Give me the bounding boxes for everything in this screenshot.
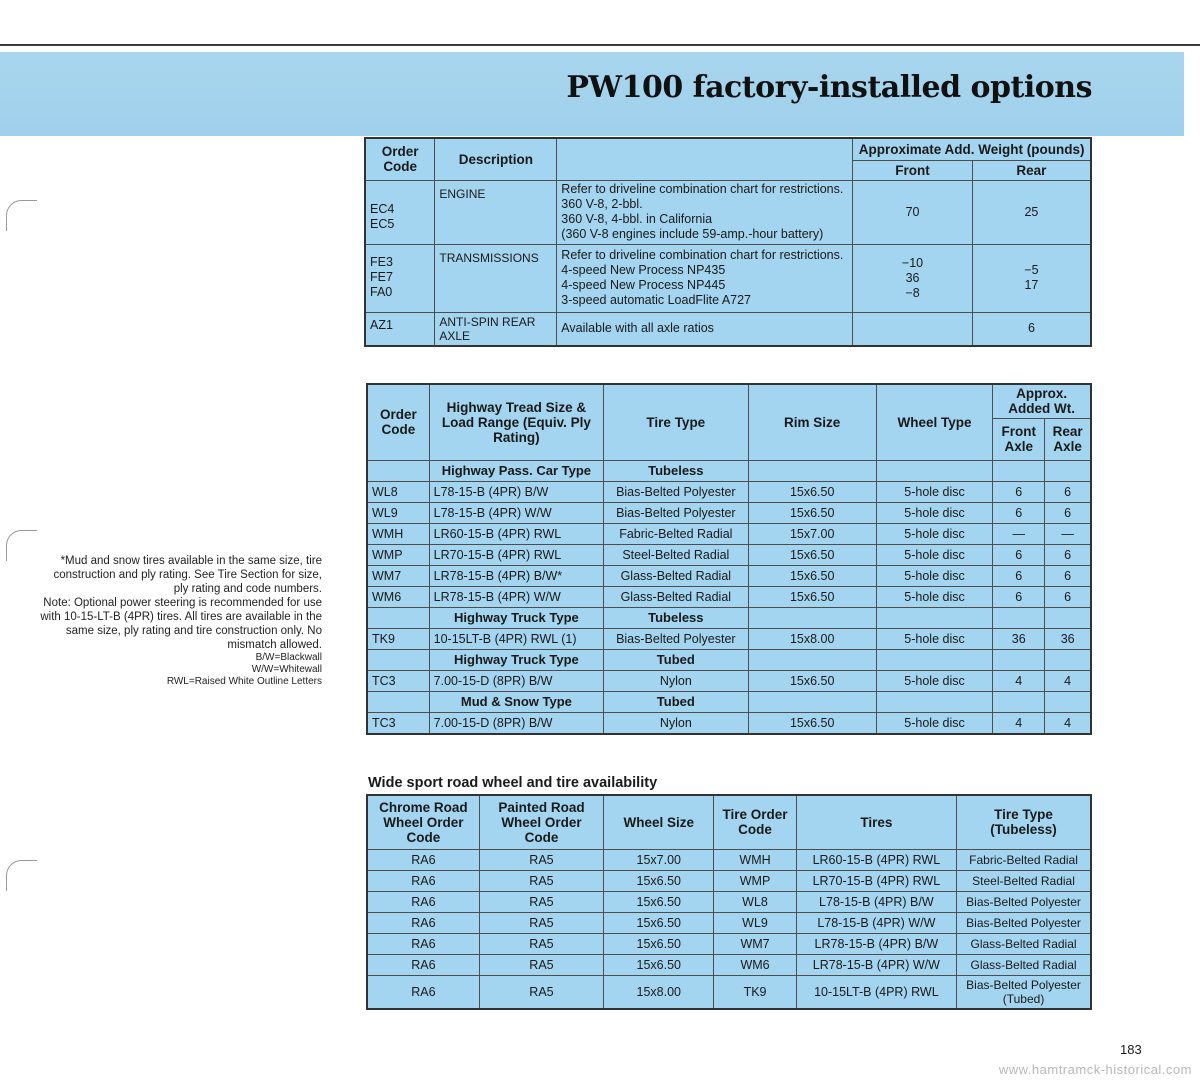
blank-cell — [367, 460, 429, 481]
header-tire-type: Tire Type — [604, 384, 748, 460]
order-code-cell — [365, 244, 435, 312]
section-header-row — [367, 691, 1091, 712]
rear-axle-weight: 4 — [1045, 670, 1091, 691]
wheel-table — [366, 794, 1092, 1010]
section-label: Highway Truck Type — [429, 607, 603, 628]
tire-order-code: WMP — [714, 870, 796, 891]
tire-type: Bias-Belted Polyester — [604, 628, 748, 649]
front-weight-cell — [853, 312, 973, 346]
weight-value: 36 — [905, 270, 920, 285]
wheel-size: 15x6.50 — [604, 933, 714, 954]
front-axle-weight: 6 — [993, 565, 1045, 586]
rear-weight-cell — [972, 180, 1091, 244]
weight-value: 6 — [1027, 321, 1035, 336]
order-code-cell — [365, 312, 435, 346]
table-row — [367, 565, 1091, 586]
rim-size: 15x6.50 — [748, 586, 876, 607]
tire-type: Bias-Belted Polyester (Tubed) — [957, 975, 1091, 1009]
tire-type: Nylon — [604, 712, 748, 734]
order-code: FE3 — [370, 254, 393, 269]
tread-size: 7.00-15-D (8PR) B/W — [429, 670, 603, 691]
rear-axle-weight: 4 — [1045, 712, 1091, 734]
rim-size: 15x6.50 — [748, 712, 876, 734]
tread-size: LR70-15-B (4PR) RWL — [429, 544, 603, 565]
table-row — [367, 481, 1091, 502]
order-code: WM7 — [367, 565, 429, 586]
weight-value: −8 — [905, 285, 920, 300]
order-code: WMH — [367, 523, 429, 544]
table-row — [367, 628, 1091, 649]
note-power-steering: Note: Optional power steering is recommended for use with 10-15-LT-B (4PR) tires. All tires are available in the same size, ply rating and tire construction only. No mismatch allowed. — [40, 597, 322, 651]
binder-hole — [6, 530, 37, 561]
note-mud-snow: *Mud and snow tires available in the same size, tire construction and ply rating. See Tire Section for size, ply rating and code numbers. — [53, 555, 322, 595]
tire-type: Steel-Belted Radial — [604, 544, 748, 565]
weight-value: 70 — [905, 204, 920, 219]
blank-cell — [1045, 649, 1091, 670]
detail-line: Available with all axle ratios — [561, 321, 714, 336]
blank-cell — [367, 649, 429, 670]
description-cell: ANTI-SPIN REAR AXLE — [435, 312, 557, 346]
painted-wheel-code: RA5 — [479, 891, 603, 912]
rim-size: 15x6.50 — [748, 502, 876, 523]
rear-axle-weight: 6 — [1045, 502, 1091, 523]
tread-size: L78-15-B (4PR) W/W — [429, 502, 603, 523]
wheel-size: 15x6.50 — [604, 954, 714, 975]
chrome-wheel-code: RA6 — [367, 954, 479, 975]
tire-type: Bias-Belted Polyester — [957, 912, 1091, 933]
tire-type: Bias-Belted Polyester — [604, 481, 748, 502]
wheel-size: 15x6.50 — [604, 870, 714, 891]
description-cell: TRANSMISSIONS — [435, 244, 557, 312]
table-row — [367, 670, 1091, 691]
front-axle-weight: — — [993, 523, 1045, 544]
order-code: WL9 — [367, 502, 429, 523]
header-chrome-code: Chrome Road Wheel Order Code — [367, 795, 479, 849]
table-row — [367, 712, 1091, 734]
blank-cell — [1045, 691, 1091, 712]
weight-value: −10 — [901, 255, 924, 270]
tire-size: 10-15LT-B (4PR) RWL — [796, 975, 956, 1009]
order-code: FE7 — [370, 269, 393, 284]
order-code: TC3 — [367, 712, 429, 734]
order-code: FA0 — [370, 284, 393, 299]
section-tire-type: Tubeless — [604, 460, 748, 481]
table-row — [367, 849, 1091, 870]
detail-line: Refer to driveline combination chart for restrictions. — [561, 248, 844, 262]
tire-size: L78-15-B (4PR) B/W — [796, 891, 956, 912]
wheel-type: 5-hole disc — [876, 586, 992, 607]
header-rear: Rear — [972, 160, 1091, 180]
section-tire-type: Tubeless — [604, 607, 748, 628]
front-axle-weight: 4 — [993, 670, 1045, 691]
wheel-type: 5-hole disc — [876, 481, 992, 502]
rim-size: 15x6.50 — [748, 670, 876, 691]
detail-line: 360 V-8, 2-bbl. — [561, 197, 643, 211]
detail-line: 3-speed automatic LoadFlite A727 — [561, 293, 752, 307]
front-axle-weight: 6 — [993, 586, 1045, 607]
rear-axle-weight: — — [1045, 523, 1091, 544]
blank-cell — [1045, 460, 1091, 481]
weight-value: 25 — [1024, 204, 1039, 219]
tread-size: 7.00-15-D (8PR) B/W — [429, 712, 603, 734]
chrome-wheel-code: RA6 — [367, 975, 479, 1009]
rim-size: 15x6.50 — [748, 565, 876, 586]
tire-type: Glass-Belted Radial — [957, 933, 1091, 954]
header-tires: Tires — [796, 795, 956, 849]
chrome-wheel-code: RA6 — [367, 891, 479, 912]
rear-axle-weight: 6 — [1045, 481, 1091, 502]
section-tire-type: Tubed — [604, 649, 748, 670]
order-code: EC5 — [370, 216, 395, 231]
legend-item: RWL=Raised White Outline Letters — [166, 676, 322, 687]
table-row — [367, 954, 1091, 975]
side-note — [40, 554, 322, 688]
table-row — [365, 244, 1091, 312]
header-tread: Highway Tread Size & Load Range (Equiv. Ply Rating) — [429, 384, 603, 460]
table-row — [367, 933, 1091, 954]
header-order-code: Order Code — [365, 138, 435, 180]
blank-cell — [993, 691, 1045, 712]
order-code: TK9 — [367, 628, 429, 649]
blank-cell — [748, 460, 876, 481]
table-row — [367, 870, 1091, 891]
section-label: Mud & Snow Type — [429, 691, 603, 712]
tire-type: Bias-Belted Polyester — [957, 891, 1091, 912]
wheel-size: 15x7.00 — [604, 849, 714, 870]
blank-cell — [1045, 607, 1091, 628]
tire-type: Glass-Belted Radial — [604, 586, 748, 607]
tire-type: Glass-Belted Radial — [604, 565, 748, 586]
front-axle-weight: 6 — [993, 544, 1045, 565]
table-row — [367, 523, 1091, 544]
wheel-type: 5-hole disc — [876, 670, 992, 691]
header-order-code: Order Code — [367, 384, 429, 460]
page-title: PW100 factory-installed options — [566, 70, 1092, 105]
wheel-size: 15x6.50 — [604, 891, 714, 912]
tire-order-code: TK9 — [714, 975, 796, 1009]
table-row — [367, 975, 1091, 1009]
wheel-type: 5-hole disc — [876, 502, 992, 523]
section-tire-type: Tubed — [604, 691, 748, 712]
wheel-type: 5-hole disc — [876, 628, 992, 649]
header-wheel-type: Wheel Type — [876, 384, 992, 460]
tire-size: LR60-15-B (4PR) RWL — [796, 849, 956, 870]
header-blank — [557, 138, 853, 180]
tread-size: LR60-15-B (4PR) RWL — [429, 523, 603, 544]
painted-wheel-code: RA5 — [479, 954, 603, 975]
header-description: Description — [435, 138, 557, 180]
tire-type: Fabric-Belted Radial — [604, 523, 748, 544]
painted-wheel-code: RA5 — [479, 975, 603, 1009]
chrome-wheel-code: RA6 — [367, 870, 479, 891]
tire-size: LR70-15-B (4PR) RWL — [796, 870, 956, 891]
header-weight-group: Approx. Added Wt. — [993, 384, 1091, 418]
rear-axle-weight: 6 — [1045, 544, 1091, 565]
binder-hole — [6, 860, 37, 891]
header-rear-axle: Rear Axle — [1045, 418, 1091, 460]
wheel-size: 15x6.50 — [604, 912, 714, 933]
legend-item: W/W=Whitewall — [251, 664, 322, 675]
rim-size: 15x6.50 — [748, 544, 876, 565]
blank-cell — [367, 607, 429, 628]
rear-axle-weight: 36 — [1045, 628, 1091, 649]
section-label: Highway Pass. Car Type — [429, 460, 603, 481]
order-code: EC4 — [370, 201, 395, 216]
tire-order-code: WM7 — [714, 933, 796, 954]
table-row — [367, 544, 1091, 565]
blank-cell — [876, 691, 992, 712]
table-row — [367, 502, 1091, 523]
painted-wheel-code: RA5 — [479, 933, 603, 954]
section-header-row — [367, 607, 1091, 628]
header-front-axle: Front Axle — [993, 418, 1045, 460]
tire-order-code: WL8 — [714, 891, 796, 912]
table-row — [367, 586, 1091, 607]
tire-table — [366, 383, 1092, 735]
section-header-row — [367, 649, 1091, 670]
front-weight-cell — [853, 180, 973, 244]
tire-order-code: WMH — [714, 849, 796, 870]
header-rim-size: Rim Size — [748, 384, 876, 460]
legend-item: B/W=Blackwall — [255, 652, 322, 663]
blank-cell — [748, 649, 876, 670]
rim-size: 15x7.00 — [748, 523, 876, 544]
header-tire-code: Tire Order Code — [714, 795, 796, 849]
wheel-type: 5-hole disc — [876, 565, 992, 586]
blank-cell — [748, 607, 876, 628]
tire-type: Steel-Belted Radial — [957, 870, 1091, 891]
order-code: WM6 — [367, 586, 429, 607]
painted-wheel-code: RA5 — [479, 912, 603, 933]
header-wheel-size: Wheel Size — [604, 795, 714, 849]
order-code: TC3 — [367, 670, 429, 691]
tire-type: Glass-Belted Radial — [957, 954, 1091, 975]
front-weight-cell — [853, 244, 973, 312]
table-row — [365, 180, 1091, 244]
table-row — [367, 891, 1091, 912]
header-tire-type: Tire Type (Tubeless) — [957, 795, 1091, 849]
header-weight-group: Approximate Add. Weight (pounds) — [853, 138, 1091, 160]
page-number: 183 — [1120, 1042, 1142, 1057]
blank-cell — [993, 649, 1045, 670]
tread-size: L78-15-B (4PR) B/W — [429, 481, 603, 502]
wheel-size: 15x8.00 — [604, 975, 714, 1009]
wheel-type: 5-hole disc — [876, 712, 992, 734]
title-banner — [0, 52, 1184, 136]
tire-size: LR78-15-B (4PR) W/W — [796, 954, 956, 975]
header-painted-code: Painted Road Wheel Order Code — [479, 795, 603, 849]
binder-hole — [6, 200, 37, 231]
blank-cell — [367, 691, 429, 712]
blank-cell — [876, 607, 992, 628]
watermark: www.hamtramck-historical.com — [998, 1062, 1192, 1077]
detail-line: Refer to driveline combination chart for restrictions. — [561, 182, 844, 196]
painted-wheel-code: RA5 — [479, 870, 603, 891]
details-cell — [557, 180, 853, 244]
order-code: WMP — [367, 544, 429, 565]
blank-cell — [993, 607, 1045, 628]
tread-size: 10-15LT-B (4PR) RWL (1) — [429, 628, 603, 649]
top-rule — [0, 44, 1200, 46]
wheel-type: 5-hole disc — [876, 523, 992, 544]
tire-type: Fabric-Belted Radial — [957, 849, 1091, 870]
section-header-row — [367, 460, 1091, 481]
detail-line: 360 V-8, 4-bbl. in California — [561, 212, 713, 226]
blank-cell — [876, 460, 992, 481]
front-axle-weight: 4 — [993, 712, 1045, 734]
weight-value: 17 — [1024, 278, 1039, 292]
section-label: Highway Truck Type — [429, 649, 603, 670]
front-axle-weight: 6 — [993, 481, 1045, 502]
detail-line: (360 V-8 engines include 59-amp.-hour battery) — [561, 227, 824, 241]
tire-order-code: WL9 — [714, 912, 796, 933]
table-row — [367, 912, 1091, 933]
blank-cell — [993, 460, 1045, 481]
description-cell: ENGINE — [435, 180, 557, 244]
tire-type: Bias-Belted Polyester — [604, 502, 748, 523]
blank-cell — [876, 649, 992, 670]
abbreviation-legend — [40, 652, 322, 688]
rim-size: 15x8.00 — [748, 628, 876, 649]
header-front: Front — [853, 160, 973, 180]
chrome-wheel-code: RA6 — [367, 933, 479, 954]
detail-line: 4-speed New Process NP435 — [561, 263, 726, 277]
tire-type: Nylon — [604, 670, 748, 691]
tire-order-code: WM6 — [714, 954, 796, 975]
blank-cell — [748, 691, 876, 712]
detail-line: 4-speed New Process NP445 — [561, 278, 726, 292]
rim-size: 15x6.50 — [748, 481, 876, 502]
details-cell — [557, 244, 853, 312]
front-axle-weight: 6 — [993, 502, 1045, 523]
painted-wheel-code: RA5 — [479, 849, 603, 870]
order-code: WL8 — [367, 481, 429, 502]
tread-size: LR78-15-B (4PR) W/W — [429, 586, 603, 607]
chrome-wheel-code: RA6 — [367, 912, 479, 933]
tire-size: L78-15-B (4PR) W/W — [796, 912, 956, 933]
table-row — [365, 312, 1091, 346]
wheel-table-title: Wide sport road wheel and tire availability — [368, 775, 658, 791]
front-axle-weight: 36 — [993, 628, 1045, 649]
order-code: AZ1 — [370, 318, 393, 332]
rear-weight-cell — [972, 244, 1091, 312]
tire-size: LR78-15-B (4PR) B/W — [796, 933, 956, 954]
rear-weight-cell — [972, 312, 1091, 346]
options-table — [364, 137, 1092, 347]
order-code-cell — [365, 180, 435, 244]
weight-value: −5 — [1024, 263, 1039, 277]
wheel-type: 5-hole disc — [876, 544, 992, 565]
chrome-wheel-code: RA6 — [367, 849, 479, 870]
tread-size: LR78-15-B (4PR) B/W* — [429, 565, 603, 586]
rear-axle-weight: 6 — [1045, 586, 1091, 607]
rear-axle-weight: 6 — [1045, 565, 1091, 586]
details-cell — [557, 312, 853, 346]
